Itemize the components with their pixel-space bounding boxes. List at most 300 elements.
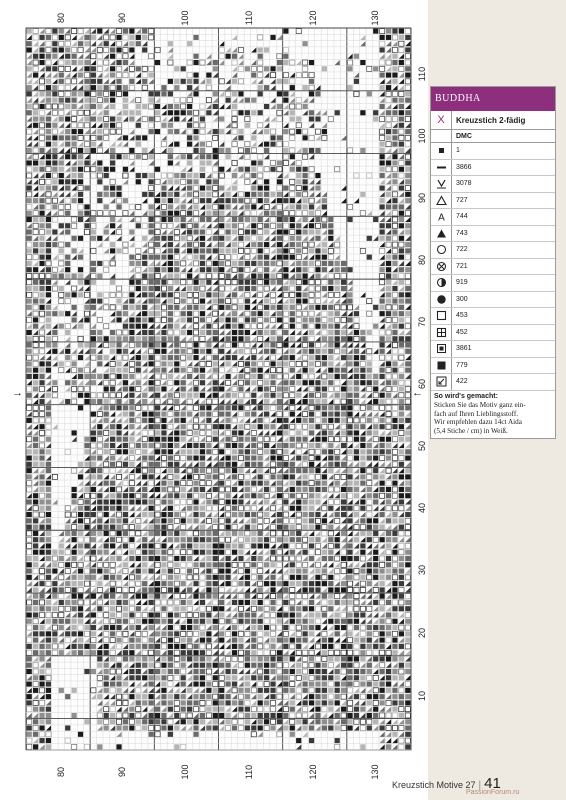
stitch-cell — [91, 625, 96, 630]
stitch-cell — [46, 336, 51, 341]
stitch-cell — [174, 575, 179, 580]
stitch-cell — [303, 292, 308, 297]
stitch-cell — [206, 198, 211, 203]
stitch-cell — [136, 380, 141, 385]
stitch-cell — [200, 374, 205, 379]
stitch-cell — [110, 575, 115, 580]
stitch-cell — [367, 493, 372, 498]
stitch-cell — [251, 135, 256, 140]
stitch-cell — [78, 73, 83, 78]
stitch-cell — [39, 242, 44, 247]
stitch-cell — [59, 600, 64, 605]
stitch-cell — [149, 286, 154, 291]
stitch-cell — [91, 336, 96, 341]
stitch-cell — [168, 104, 173, 109]
stitch-cell — [296, 418, 301, 423]
stitch-cell — [187, 110, 192, 115]
stitch-cell — [226, 317, 231, 322]
stitch-cell — [27, 330, 32, 335]
stitch-cell — [181, 292, 186, 297]
stitch-cell — [136, 179, 141, 184]
stitch-cell — [46, 35, 51, 40]
stitch-cell — [405, 267, 410, 272]
stitch-cell — [123, 499, 128, 504]
stitch-cell — [46, 79, 51, 84]
stitch-cell — [360, 462, 365, 467]
stitch-cell — [161, 424, 166, 429]
stitch-cell — [91, 330, 96, 335]
stitch-cell — [405, 512, 410, 517]
stitch-cell — [200, 255, 205, 260]
stitch-cell — [123, 493, 128, 498]
stitch-cell — [380, 537, 385, 542]
stitch-cell — [110, 343, 115, 348]
stitch-cell — [116, 336, 121, 341]
stitch-cell — [136, 575, 141, 580]
stitch-cell — [315, 173, 320, 178]
stitch-cell — [116, 349, 121, 354]
stitch-cell — [193, 343, 198, 348]
stitch-cell — [104, 167, 109, 172]
stitch-cell — [341, 499, 346, 504]
stitch-cell — [206, 179, 211, 184]
stitch-cell — [136, 317, 141, 322]
stitch-cell — [52, 160, 57, 165]
stitch-cell — [232, 311, 237, 316]
stitch-cell — [149, 73, 154, 78]
stitch-cell — [245, 493, 250, 498]
stitch-cell — [116, 311, 121, 316]
stitch-cell — [39, 606, 44, 611]
stitch-cell — [386, 73, 391, 78]
stitch-cell — [46, 54, 51, 59]
stitch-cell — [290, 85, 295, 90]
stitch-cell — [174, 104, 179, 109]
stitch-cell — [405, 493, 410, 498]
stitch-cell — [200, 612, 205, 617]
stitch-cell — [309, 368, 314, 373]
stitch-cell — [360, 355, 365, 360]
stitch-cell — [27, 286, 32, 291]
stitch-cell — [174, 631, 179, 636]
stitch-cell — [380, 349, 385, 354]
stitch-cell — [27, 569, 32, 574]
stitch-cell — [219, 167, 224, 172]
stitch-cell — [123, 518, 128, 523]
stitch-cell — [123, 60, 128, 65]
stitch-cell — [219, 575, 224, 580]
stitch-cell — [72, 487, 77, 492]
stitch-cell — [315, 437, 320, 442]
stitch-cell — [59, 98, 64, 103]
stitch-cell — [296, 430, 301, 435]
stitch-cell — [59, 587, 64, 592]
stitch-cell — [168, 512, 173, 517]
stitch-cell — [91, 35, 96, 40]
stitch-cell — [187, 85, 192, 90]
stitch-cell — [39, 223, 44, 228]
stitch-cell — [91, 230, 96, 235]
stitch-cell — [174, 361, 179, 366]
stitch-cell — [232, 543, 237, 548]
stitch-cell — [78, 280, 83, 285]
stitch-cell — [174, 129, 179, 134]
stitch-cell — [392, 619, 397, 624]
stitch-cell — [251, 399, 256, 404]
stitch-cell — [123, 562, 128, 567]
stitch-cell — [399, 631, 404, 636]
stitch-cell — [168, 91, 173, 96]
stitch-cell — [187, 600, 192, 605]
stitch-cell — [380, 443, 385, 448]
stitch-cell — [200, 299, 205, 304]
stitch-cell — [149, 336, 154, 341]
stitch-cell — [296, 380, 301, 385]
stitch-cell — [380, 569, 385, 574]
stitch-cell — [328, 449, 333, 454]
stitch-cell — [405, 481, 410, 486]
stitch-cell — [33, 537, 38, 542]
stitch-cell — [149, 499, 154, 504]
stitch-cell — [39, 167, 44, 172]
stitch-cell — [328, 506, 333, 511]
stitch-cell — [296, 230, 301, 235]
stitch-cell — [168, 242, 173, 247]
stitch-cell — [149, 280, 154, 285]
stitch-cell — [52, 349, 57, 354]
stitch-cell — [283, 625, 288, 630]
stitch-cell — [335, 336, 340, 341]
stitch-cell — [238, 405, 243, 410]
stitch-cell — [193, 173, 198, 178]
stitch-cell — [238, 91, 243, 96]
stitch-cell — [187, 506, 192, 511]
stitch-cell — [39, 91, 44, 96]
stitch-cell — [65, 60, 70, 65]
stitch-cell — [200, 619, 205, 624]
stitch-cell — [315, 399, 320, 404]
stitch-cell — [142, 556, 147, 561]
stitch-cell — [39, 217, 44, 222]
stitch-cell — [187, 135, 192, 140]
stitch-cell — [97, 355, 102, 360]
stitch-cell — [303, 324, 308, 329]
stitch-cell — [123, 98, 128, 103]
stitch-cell — [168, 569, 173, 574]
stitch-cell — [322, 449, 327, 454]
stitch-cell — [322, 581, 327, 586]
stitch-cell — [373, 575, 378, 580]
stitch-cell — [33, 493, 38, 498]
stitch-cell — [238, 286, 243, 291]
stitch-cell — [315, 386, 320, 391]
stitch-cell — [277, 223, 282, 228]
stitch-cell — [380, 587, 385, 592]
stitch-cell — [290, 481, 295, 486]
stitch-cell — [309, 493, 314, 498]
stitch-cell — [360, 443, 365, 448]
stitch-cell — [270, 273, 275, 278]
stitch-cell — [360, 575, 365, 580]
stitch-cell — [155, 594, 160, 599]
stitch-cell — [200, 292, 205, 297]
stitch-cell — [65, 267, 70, 272]
stitch-cell — [238, 374, 243, 379]
stitch-cell — [200, 393, 205, 398]
stitch-cell — [46, 217, 51, 222]
stitch-cell — [213, 368, 218, 373]
stitch-cell — [110, 625, 115, 630]
stitch-cell — [258, 91, 263, 96]
stitch-cell — [386, 556, 391, 561]
stitch-cell — [206, 550, 211, 555]
stitch-cell — [123, 104, 128, 109]
stitch-cell — [392, 230, 397, 235]
stitch-cell — [161, 562, 166, 567]
stitch-cell — [168, 493, 173, 498]
stitch-cell — [142, 412, 147, 417]
stitch-cell — [399, 223, 404, 228]
stitch-cell — [78, 41, 83, 46]
stitch-cell — [322, 430, 327, 435]
stitch-cell — [33, 562, 38, 567]
stitch-cell — [46, 98, 51, 103]
stitch-cell — [392, 299, 397, 304]
stitch-cell — [65, 47, 70, 52]
stitch-cell — [392, 368, 397, 373]
stitch-cell — [303, 267, 308, 272]
stitch-cell — [245, 380, 250, 385]
stitch-cell — [91, 399, 96, 404]
stitch-cell — [84, 91, 89, 96]
stitch-cell — [27, 343, 32, 348]
stitch-cell — [392, 179, 397, 184]
stitch-cell — [322, 487, 327, 492]
stitch-cell — [104, 594, 109, 599]
stitch-cell — [181, 493, 186, 498]
stitch-cell — [245, 437, 250, 442]
stitch-cell — [251, 562, 256, 567]
stitch-cell — [283, 217, 288, 222]
stitch-cell — [46, 135, 51, 140]
stitch-cell — [65, 255, 70, 260]
stitch-cell — [129, 148, 134, 153]
stitch-cell — [168, 449, 173, 454]
stitch-cell — [296, 179, 301, 184]
stitch-cell — [116, 299, 121, 304]
stitch-cell — [110, 487, 115, 492]
stitch-cell — [283, 305, 288, 310]
stitch-cell — [206, 612, 211, 617]
stitch-cell — [123, 506, 128, 511]
stitch-cell — [206, 556, 211, 561]
stitch-cell — [181, 110, 186, 115]
stitch-cell — [52, 54, 57, 59]
stitch-cell — [59, 35, 64, 40]
stitch-cell — [258, 600, 263, 605]
stitch-cell — [52, 343, 57, 348]
stitch-cell — [200, 512, 205, 517]
stitch-cell — [347, 292, 352, 297]
stitch-cell — [277, 399, 282, 404]
stitch-cell — [219, 148, 224, 153]
stitch-cell — [354, 487, 359, 492]
stitch-cell — [161, 418, 166, 423]
stitch-cell — [405, 619, 410, 624]
stitch-cell — [187, 587, 192, 592]
stitch-cell — [277, 594, 282, 599]
stitch-cell — [46, 437, 51, 442]
stitch-cell — [360, 612, 365, 617]
stitch-cell — [264, 311, 269, 316]
stitch-cell — [149, 638, 154, 643]
stitch-cell — [213, 424, 218, 429]
stitch-cell — [187, 556, 192, 561]
stitch-cell — [104, 204, 109, 209]
stitch-cell — [386, 443, 391, 448]
stitch-cell — [258, 493, 263, 498]
stitch-cell — [354, 399, 359, 404]
stitch-cell — [283, 230, 288, 235]
stitch-cell — [200, 305, 205, 310]
stitch-cell — [193, 537, 198, 542]
stitch-cell — [46, 487, 51, 492]
stitch-cell — [354, 54, 359, 59]
stitch-cell — [181, 412, 186, 417]
stitch-cell — [187, 242, 192, 247]
stitch-cell — [78, 619, 83, 624]
stitch-cell — [206, 619, 211, 624]
stitch-cell — [46, 393, 51, 398]
stitch-cell — [46, 619, 51, 624]
stitch-cell — [142, 443, 147, 448]
stitch-cell — [335, 418, 340, 423]
stitch-cell — [91, 631, 96, 636]
stitch-cell — [245, 98, 250, 103]
stitch-cell — [386, 612, 391, 617]
stitch-cell — [123, 336, 128, 341]
stitch-cell — [380, 374, 385, 379]
stitch-cell — [33, 631, 38, 636]
stitch-cell — [283, 525, 288, 530]
stitch-cell — [303, 317, 308, 322]
stitch-cell — [290, 154, 295, 159]
stitch-cell — [129, 393, 134, 398]
stitch-cell — [309, 79, 314, 84]
stitch-cell — [33, 443, 38, 448]
stitch-cell — [219, 242, 224, 247]
stitch-cell — [367, 525, 372, 530]
stitch-cell — [78, 160, 83, 165]
stitch-cell — [78, 631, 83, 636]
stitch-cell — [238, 386, 243, 391]
stitch-cell — [142, 135, 147, 140]
stitch-cell — [187, 638, 192, 643]
stitch-cell — [219, 292, 224, 297]
stitch-cell — [200, 368, 205, 373]
stitch-cell — [27, 248, 32, 253]
stitch-cell — [309, 355, 314, 360]
stitch-cell — [405, 487, 410, 492]
stitch-cell — [91, 380, 96, 385]
stitch-cell — [46, 154, 51, 159]
stitch-cell — [264, 104, 269, 109]
stitch-cell — [84, 443, 89, 448]
stitch-cell — [206, 73, 211, 78]
stitch-cell — [328, 286, 333, 291]
stitch-cell — [213, 487, 218, 492]
stitch-cell — [59, 556, 64, 561]
stitch-cell — [347, 355, 352, 360]
stitch-cell — [72, 581, 77, 586]
stitch-cell — [328, 217, 333, 222]
stitch-cell — [187, 619, 192, 624]
stitch-cell — [52, 167, 57, 172]
stitch-cell — [123, 91, 128, 96]
stitch-cell — [399, 29, 404, 34]
stitch-cell — [39, 424, 44, 429]
stitch-cell — [200, 412, 205, 417]
stitch-cell — [161, 631, 166, 636]
stitch-cell — [193, 581, 198, 586]
stitch-cell — [399, 116, 404, 121]
stitch-cell — [78, 273, 83, 278]
stitch-cell — [193, 449, 198, 454]
stitch-cell — [399, 255, 404, 260]
stitch-cell — [46, 343, 51, 348]
stitch-cell — [72, 550, 77, 555]
stitch-cell — [78, 154, 83, 159]
stitch-cell — [46, 248, 51, 253]
stitch-cell — [322, 393, 327, 398]
stitch-cell — [168, 393, 173, 398]
stitch-cell — [193, 35, 198, 40]
stitch-cell — [136, 569, 141, 574]
stitch-cell — [405, 223, 410, 228]
stitch-cell — [399, 569, 404, 574]
stitch-cell — [193, 625, 198, 630]
stitch-cell — [116, 192, 121, 197]
stitch-cell — [149, 211, 154, 216]
stitch-cell — [309, 380, 314, 385]
stitch-cell — [226, 518, 231, 523]
stitch-cell — [161, 512, 166, 517]
stitch-cell — [33, 116, 38, 121]
stitch-cell — [161, 123, 166, 128]
stitch-cell — [155, 104, 160, 109]
stitch-cell — [232, 343, 237, 348]
stitch-cell — [97, 531, 102, 536]
stitch-cell — [392, 587, 397, 592]
stitch-cell — [181, 217, 186, 222]
stitch-cell — [405, 110, 410, 115]
stitch-cell — [315, 424, 320, 429]
stitch-cell — [168, 41, 173, 46]
stitch-cell — [328, 606, 333, 611]
stitch-cell — [46, 575, 51, 580]
stitch-cell — [213, 299, 218, 304]
stitch-cell — [168, 160, 173, 165]
stitch-cell — [315, 267, 320, 272]
stitch-cell — [405, 468, 410, 473]
stitch-cell — [219, 261, 224, 266]
stitch-cell — [149, 418, 154, 423]
stitch-cell — [405, 198, 410, 203]
stitch-cell — [149, 550, 154, 555]
stitch-cell — [123, 405, 128, 410]
stitch-cell — [116, 399, 121, 404]
stitch-cell — [136, 336, 141, 341]
